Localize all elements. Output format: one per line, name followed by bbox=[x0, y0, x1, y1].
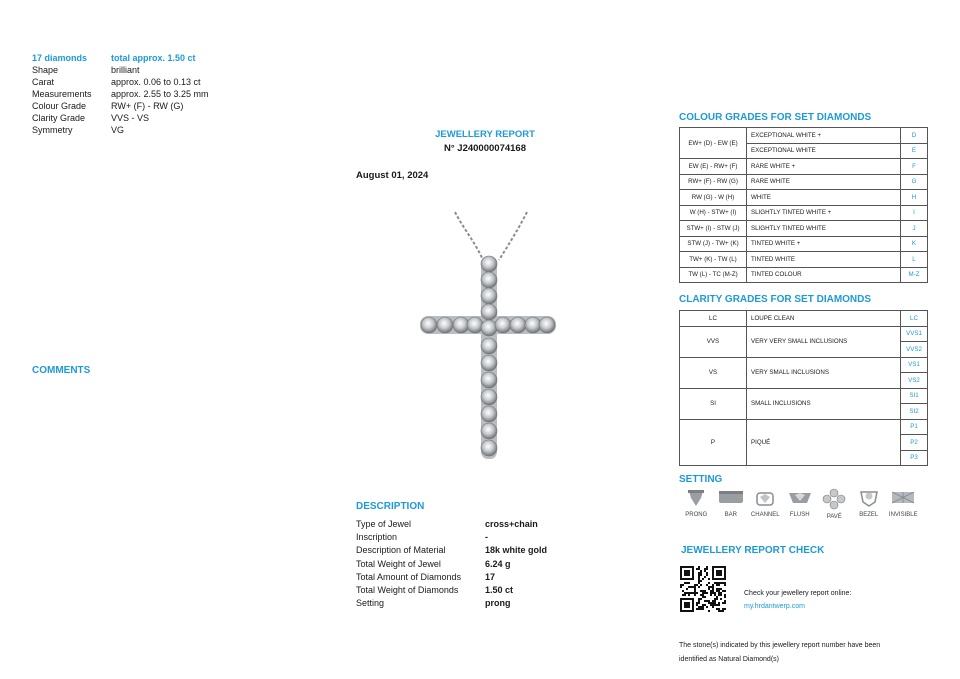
colour-grade-name: RARE WHITE + bbox=[747, 159, 901, 175]
summary-label: Clarity Grade bbox=[32, 113, 86, 123]
colour-grade-name: SLIGHTLY TINTED WHITE + bbox=[747, 205, 901, 221]
clarity-grades-heading: CLARITY GRADES FOR SET DIAMONDS bbox=[679, 294, 872, 305]
colour-range: W (H) - STW+ (I) bbox=[680, 205, 747, 221]
colour-grade-row bbox=[680, 221, 928, 237]
description-row bbox=[356, 571, 547, 584]
clarity-code: P2 bbox=[901, 435, 928, 451]
summary-row bbox=[32, 76, 209, 88]
summary-label: Symmetry bbox=[32, 125, 73, 135]
colour-grade-code: E bbox=[901, 143, 928, 159]
clarity-code: VVS2 bbox=[901, 342, 928, 358]
description-value: 1.50 ct bbox=[485, 585, 514, 596]
colour-grade-name: RARE WHITE bbox=[747, 174, 901, 190]
colour-grade-row bbox=[680, 252, 928, 268]
setting-bar bbox=[714, 488, 749, 520]
clarity-abbr: VVS bbox=[680, 326, 747, 357]
check-text: Check your jewellery report online: bbox=[744, 590, 852, 597]
clarity-code: P1 bbox=[901, 419, 928, 435]
colour-grade-name: SLIGHTLY TINTED WHITE bbox=[747, 221, 901, 237]
description-row bbox=[356, 597, 547, 610]
summary-label: Colour Grade bbox=[32, 101, 87, 111]
colour-grade-name: EXCEPTIONAL WHITE bbox=[747, 143, 901, 159]
colour-grade-code: L bbox=[901, 252, 928, 268]
colour-grade-code: H bbox=[901, 190, 928, 206]
report-number: N° J240000074168 bbox=[444, 143, 526, 154]
channel-setting-icon bbox=[754, 488, 776, 508]
description-label: Total Weight of Diamonds bbox=[356, 585, 459, 596]
pave-setting-icon bbox=[822, 488, 846, 510]
clarity-grade-row bbox=[680, 357, 928, 373]
summary-value: VG bbox=[111, 125, 125, 135]
colour-grades-table bbox=[679, 127, 928, 283]
clarity-grade-row bbox=[680, 388, 928, 404]
setting-label: CHANNEL bbox=[750, 512, 780, 518]
clarity-name: VERY SMALL INCLUSIONS bbox=[747, 357, 901, 388]
setting-label: BAR bbox=[724, 512, 737, 518]
colour-grade-code: K bbox=[901, 236, 928, 252]
summary-value: approx. 0.06 to 0.13 ct bbox=[111, 77, 201, 87]
description-label: Type of Jewel bbox=[356, 519, 412, 529]
summary-label: Shape bbox=[32, 65, 59, 75]
colour-grade-code: I bbox=[901, 205, 928, 221]
description-value: 6.24 g bbox=[485, 558, 511, 569]
colour-grade-code: J bbox=[901, 221, 928, 237]
clarity-grades-table bbox=[679, 310, 928, 466]
summary-row bbox=[32, 112, 209, 124]
clarity-code: P3 bbox=[901, 450, 928, 466]
qr-code[interactable] bbox=[680, 566, 726, 612]
colour-grade-name: TINTED WHITE + bbox=[747, 236, 901, 252]
colour-range: STW (J) - TW+ (K) bbox=[680, 236, 747, 252]
description-label: Setting bbox=[356, 598, 385, 609]
summary-label: Measurements bbox=[32, 89, 92, 99]
bar-setting-icon bbox=[718, 488, 744, 508]
comments-heading: COMMENTS bbox=[32, 365, 91, 376]
description-value: prong bbox=[485, 598, 511, 609]
description-row bbox=[356, 518, 547, 531]
setting-types bbox=[679, 488, 921, 520]
setting-label: PAVÉ bbox=[826, 514, 842, 520]
description-label: Inscription bbox=[356, 532, 398, 543]
description-value: 17 bbox=[485, 571, 496, 582]
colour-grade-row bbox=[680, 236, 928, 252]
summary-header bbox=[32, 52, 209, 64]
clarity-code: VVS1 bbox=[901, 326, 928, 342]
colour-grade-code: G bbox=[901, 174, 928, 190]
clarity-name: VERY VERY SMALL INCLUSIONS bbox=[747, 326, 901, 357]
colour-range: TW (L) - TC (M-Z) bbox=[680, 267, 747, 283]
clarity-name: PIQUÉ bbox=[747, 419, 901, 466]
clarity-code: SI1 bbox=[901, 388, 928, 404]
footer-line-2: identified as Natural Diamond(s) bbox=[679, 656, 779, 663]
flush-setting-icon bbox=[787, 488, 813, 508]
summary-value: VVS - VS bbox=[111, 113, 150, 123]
summary-value: RW+ (F) - RW (G) bbox=[111, 101, 184, 111]
cross-pendant-image bbox=[415, 208, 565, 466]
clarity-abbr: VS bbox=[680, 357, 747, 388]
colour-grade-code: M-Z bbox=[901, 267, 928, 283]
clarity-code: VS1 bbox=[901, 357, 928, 373]
clarity-abbr: SI bbox=[680, 388, 747, 419]
description-label: Description of Material bbox=[356, 545, 446, 556]
clarity-code: SI2 bbox=[901, 404, 928, 420]
clarity-code: LC bbox=[901, 311, 928, 327]
diamond-summary bbox=[32, 52, 209, 136]
colour-range: EW+ (D) - EW (E) bbox=[680, 128, 747, 159]
summary-value: approx. 2.55 to 3.25 mm bbox=[111, 89, 209, 99]
description-value: - bbox=[485, 532, 488, 543]
clarity-name: SMALL INCLUSIONS bbox=[747, 388, 901, 419]
colour-range: EW (E) - RW+ (F) bbox=[680, 159, 747, 175]
report-date: August 01, 2024 bbox=[356, 170, 429, 181]
prong-setting-icon bbox=[685, 488, 707, 508]
colour-grade-code: F bbox=[901, 159, 928, 175]
colour-grades-heading: COLOUR GRADES FOR SET DIAMONDS bbox=[679, 112, 872, 123]
colour-range: RW+ (F) - RW (G) bbox=[680, 174, 747, 190]
setting-prong bbox=[679, 488, 714, 520]
description-row bbox=[356, 531, 547, 544]
description-label: Total Weight of Jewel bbox=[356, 558, 441, 569]
invisible-setting-icon bbox=[890, 488, 916, 508]
report-title: JEWELLERY REPORT bbox=[435, 129, 535, 140]
colour-grade-name: EXCEPTIONAL WHITE + bbox=[747, 128, 901, 144]
colour-grade-name: TINTED WHITE bbox=[747, 252, 901, 268]
setting-bezel bbox=[852, 488, 887, 520]
colour-grade-row bbox=[680, 174, 928, 190]
setting-channel bbox=[748, 488, 783, 520]
description-heading: DESCRIPTION bbox=[356, 501, 425, 512]
colour-grade-row bbox=[680, 267, 928, 283]
colour-grade-name: WHITE bbox=[747, 190, 901, 206]
setting-label: PRONG bbox=[685, 512, 708, 518]
diamond-count: 17 diamonds bbox=[32, 53, 88, 63]
setting-label: INVISIBLE bbox=[888, 512, 918, 518]
report-check-heading: JEWELLERY REPORT CHECK bbox=[681, 545, 825, 556]
colour-grade-code: D bbox=[901, 128, 928, 144]
clarity-grade-row bbox=[680, 419, 928, 435]
colour-grade-row bbox=[680, 128, 928, 144]
description-row bbox=[356, 558, 547, 571]
summary-label: Carat bbox=[32, 77, 55, 87]
summary-row bbox=[32, 88, 209, 100]
bezel-setting-icon bbox=[858, 488, 880, 508]
summary-row bbox=[32, 100, 209, 112]
clarity-grade-row bbox=[680, 311, 928, 327]
description-value: cross+chain bbox=[485, 519, 538, 529]
colour-range: TW+ (K) - TW (L) bbox=[680, 252, 747, 268]
check-link[interactable]: my.hrdantwerp.com bbox=[744, 603, 805, 610]
summary-row bbox=[32, 124, 209, 136]
summary-row bbox=[32, 64, 209, 76]
setting-invisible bbox=[886, 488, 921, 520]
description-row bbox=[356, 544, 547, 557]
setting-label: FLUSH bbox=[789, 512, 810, 518]
setting-flush bbox=[783, 488, 818, 520]
clarity-name: LOUPE CLEAN bbox=[747, 311, 901, 327]
setting-heading: SETTING bbox=[679, 474, 723, 485]
setting-pave bbox=[817, 488, 852, 520]
description-table bbox=[356, 518, 547, 610]
description-value: 18k white gold bbox=[485, 545, 548, 556]
clarity-abbr: LC bbox=[680, 311, 747, 327]
summary-value: brilliant bbox=[111, 65, 140, 75]
setting-label: BEZEL bbox=[859, 512, 879, 518]
description-label: Total Amount of Diamonds bbox=[356, 571, 462, 582]
colour-range: STW+ (I) - STW (J) bbox=[680, 221, 747, 237]
footer-line-1: The stone(s) indicated by this jewellery report number have been bbox=[679, 642, 881, 649]
description-row bbox=[356, 584, 547, 597]
colour-range: RW (G) - W (H) bbox=[680, 190, 747, 206]
colour-grade-row bbox=[680, 190, 928, 206]
total-carat: total approx. 1.50 ct bbox=[111, 53, 196, 63]
clarity-abbr: P bbox=[680, 419, 747, 466]
colour-grade-row bbox=[680, 205, 928, 221]
colour-grade-row bbox=[680, 159, 928, 175]
clarity-grade-row bbox=[680, 326, 928, 342]
footer-note bbox=[679, 639, 880, 667]
colour-grade-name: TINTED COLOUR bbox=[747, 267, 901, 283]
clarity-code: VS2 bbox=[901, 373, 928, 389]
